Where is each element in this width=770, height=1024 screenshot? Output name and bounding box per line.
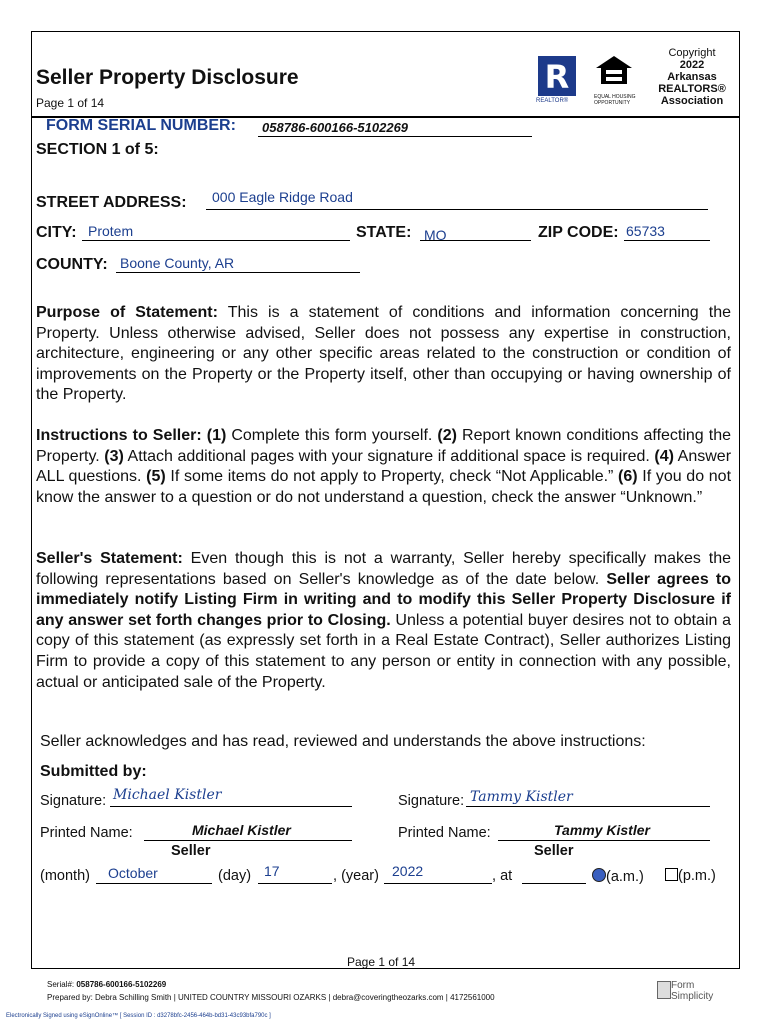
footer-page-indicator: Page 1 of 14 xyxy=(347,955,416,969)
purpose-heading: Purpose of Statement: xyxy=(36,304,218,321)
am-selected-icon[interactable] xyxy=(592,868,606,882)
am-option[interactable] xyxy=(592,868,644,885)
copyright-year: 2022 xyxy=(679,59,705,71)
pm-option[interactable] xyxy=(665,868,716,884)
instr-5-text: If some items do not apply to Property, check “Not Applicable.” xyxy=(165,468,614,486)
county-label: COUNTY: xyxy=(36,256,108,273)
footer-serial-label: Serial#: xyxy=(47,980,75,989)
pm-checkbox-icon[interactable] xyxy=(665,868,678,881)
pm-label: (p.m.) xyxy=(678,868,716,884)
footer-prepared-by: Prepared by: Debra Schilling Smith | UNITED COUNTRY MISSOURI OZARKS | debra@coveringtheozarks.com | 4172561000 xyxy=(47,993,495,1002)
signature-1-underline xyxy=(110,806,352,807)
county-field[interactable]: Boone County, AR xyxy=(120,255,235,271)
year-label: , (year) xyxy=(333,868,379,884)
seller-1-signature[interactable]: Michael Kistler xyxy=(113,787,222,803)
formsimplicity-text-1: Form xyxy=(671,980,695,991)
year-underline xyxy=(384,883,492,884)
seller-1-role: Seller xyxy=(171,843,211,859)
document-title: Seller Property Disclosure xyxy=(36,66,299,89)
state-label: STATE: xyxy=(356,224,412,241)
footer-serial xyxy=(47,980,166,989)
street-underline xyxy=(206,209,708,210)
serial-underline xyxy=(258,136,532,137)
equal-housing-icon xyxy=(594,54,634,86)
seller-2-signature[interactable]: Tammy Kistler xyxy=(470,789,573,805)
copyright-org-1: Arkansas xyxy=(667,71,717,83)
day-field[interactable]: 17 xyxy=(264,863,280,879)
instr-2-num: (2) xyxy=(432,427,457,444)
year-label-text: (year) xyxy=(341,868,379,884)
seller-2-printed-name[interactable]: Tammy Kistler xyxy=(554,822,650,838)
printed-name-2-underline xyxy=(498,840,710,841)
instr-3-text: Attach additional pages with your signature if additional space is required. xyxy=(123,447,650,465)
state-field[interactable]: MO xyxy=(424,227,447,243)
formsimplicity-logo xyxy=(671,980,713,1002)
serial-label: FORM SERIAL NUMBER: xyxy=(46,117,236,134)
statement-heading: Seller's Statement: xyxy=(36,550,183,567)
zip-field[interactable]: 65733 xyxy=(626,223,665,239)
time-underline xyxy=(522,883,586,884)
statement-text-1: Even though this is not a warranty, Seller hereby specifically makes the following representations based on Seller's knowledge as of the date below. xyxy=(36,550,731,588)
instr-3-num: (3) xyxy=(99,447,124,465)
printed-name-2-label: Printed Name: xyxy=(398,825,491,841)
city-underline xyxy=(82,240,350,241)
am-label: (a.m.) xyxy=(606,869,644,885)
instr-2-text: Report known conditions affecting the Property. xyxy=(36,427,731,465)
year-field[interactable]: 2022 xyxy=(392,863,424,879)
day-label: (day) xyxy=(218,868,252,884)
seller-1-printed-name[interactable]: Michael Kistler xyxy=(192,822,291,838)
at-label-text: at xyxy=(500,868,513,884)
equal-housing-text: EQUAL HOUSING OPPORTUNITY xyxy=(594,94,636,106)
statement-bold: Seller agrees to immediately notify Listing Firm in writing and to modify this Seller Property Disclosure if any answer set forth changes prior to Closing. xyxy=(36,570,732,629)
instr-4-num: (4) xyxy=(649,447,674,465)
purpose-paragraph xyxy=(36,303,731,406)
statement-text-2: Unless a potential buyer desires not to obtain a copy of this statement (as expressly set forth in a Real Estate Contract), Seller authorizes Listing Firm to provide a copy of this statement to any person or entity in connection with any possible, actual or anticipated sale of the Property. xyxy=(36,611,732,691)
signature-2-underline xyxy=(466,806,710,807)
signature-1-label: Signature: xyxy=(40,793,107,809)
signature-2-label: Signature: xyxy=(398,793,465,809)
submitted-by-heading: Submitted by: xyxy=(40,763,147,780)
printed-name-1-label: Printed Name: xyxy=(40,825,133,841)
acknowledge-text: Seller acknowledges and has read, reviewed and understands the above instructions: xyxy=(40,733,646,750)
seller-2-role: Seller xyxy=(534,843,574,859)
statement-paragraph xyxy=(36,549,731,693)
realtor-logo-icon: R xyxy=(538,56,576,96)
month-underline xyxy=(96,883,212,884)
instr-6-num: (6) xyxy=(613,468,638,486)
zip-label: ZIP CODE: xyxy=(538,224,619,241)
month-field[interactable]: October xyxy=(108,865,158,881)
formsimplicity-icon xyxy=(657,981,671,999)
page-indicator: Page 1 of 14 xyxy=(36,96,105,110)
month-label: (month) xyxy=(40,868,90,884)
instructions-paragraph xyxy=(36,426,731,508)
instr-4-text: Answer ALL questions. xyxy=(36,447,732,486)
city-field[interactable]: Protem xyxy=(88,223,134,239)
at-label: , at xyxy=(492,868,513,884)
copyright-org-3: Association xyxy=(660,95,724,107)
county-underline xyxy=(116,272,360,273)
instr-6-text: If you do not know the answer to a question or do not understand a question, check the answer “Unknown.” xyxy=(36,468,732,506)
purpose-text: This is a statement of conditions and information concerning the Property. Unless otherwise advised, Seller does not possess any expertise in construction, architecture, engineering or any other specific areas related to the construction or condition of improvements on the Property or the Property itself, other than occupying or having ownership of the Property. xyxy=(36,304,731,404)
copyright-label: Copyright xyxy=(668,47,716,59)
formsimplicity-text-2: Simplicity xyxy=(671,991,714,1002)
instructions-heading: Instructions to Seller: xyxy=(36,427,202,444)
serial-value: 058786-600166-5102269 xyxy=(262,120,409,135)
esign-footer: Electronically Signed using eSignOnline™ [ Session ID : d3278bfc-2456-464b-bd31-43c93bfa790c ] xyxy=(6,1013,271,1019)
street-field[interactable]: 000 Eagle Ridge Road xyxy=(212,189,353,205)
zip-underline xyxy=(624,240,710,241)
realtor-logo-text: REALTOR® xyxy=(536,98,569,104)
copyright-block xyxy=(650,47,734,107)
copyright-org-2: REALTORS® xyxy=(658,83,726,95)
footer-serial-value: 058786-600166-5102269 xyxy=(76,980,167,989)
city-label: CITY: xyxy=(36,224,77,241)
state-underline xyxy=(420,240,531,241)
instr-1-num: (1) xyxy=(201,427,227,444)
instr-5-num: (5) xyxy=(141,468,166,486)
day-underline xyxy=(258,883,332,884)
instr-1-text: Complete this form yourself. xyxy=(226,427,433,444)
street-label: STREET ADDRESS: xyxy=(36,194,187,211)
printed-name-1-underline xyxy=(144,840,352,841)
section-label: SECTION 1 of 5: xyxy=(36,141,159,158)
